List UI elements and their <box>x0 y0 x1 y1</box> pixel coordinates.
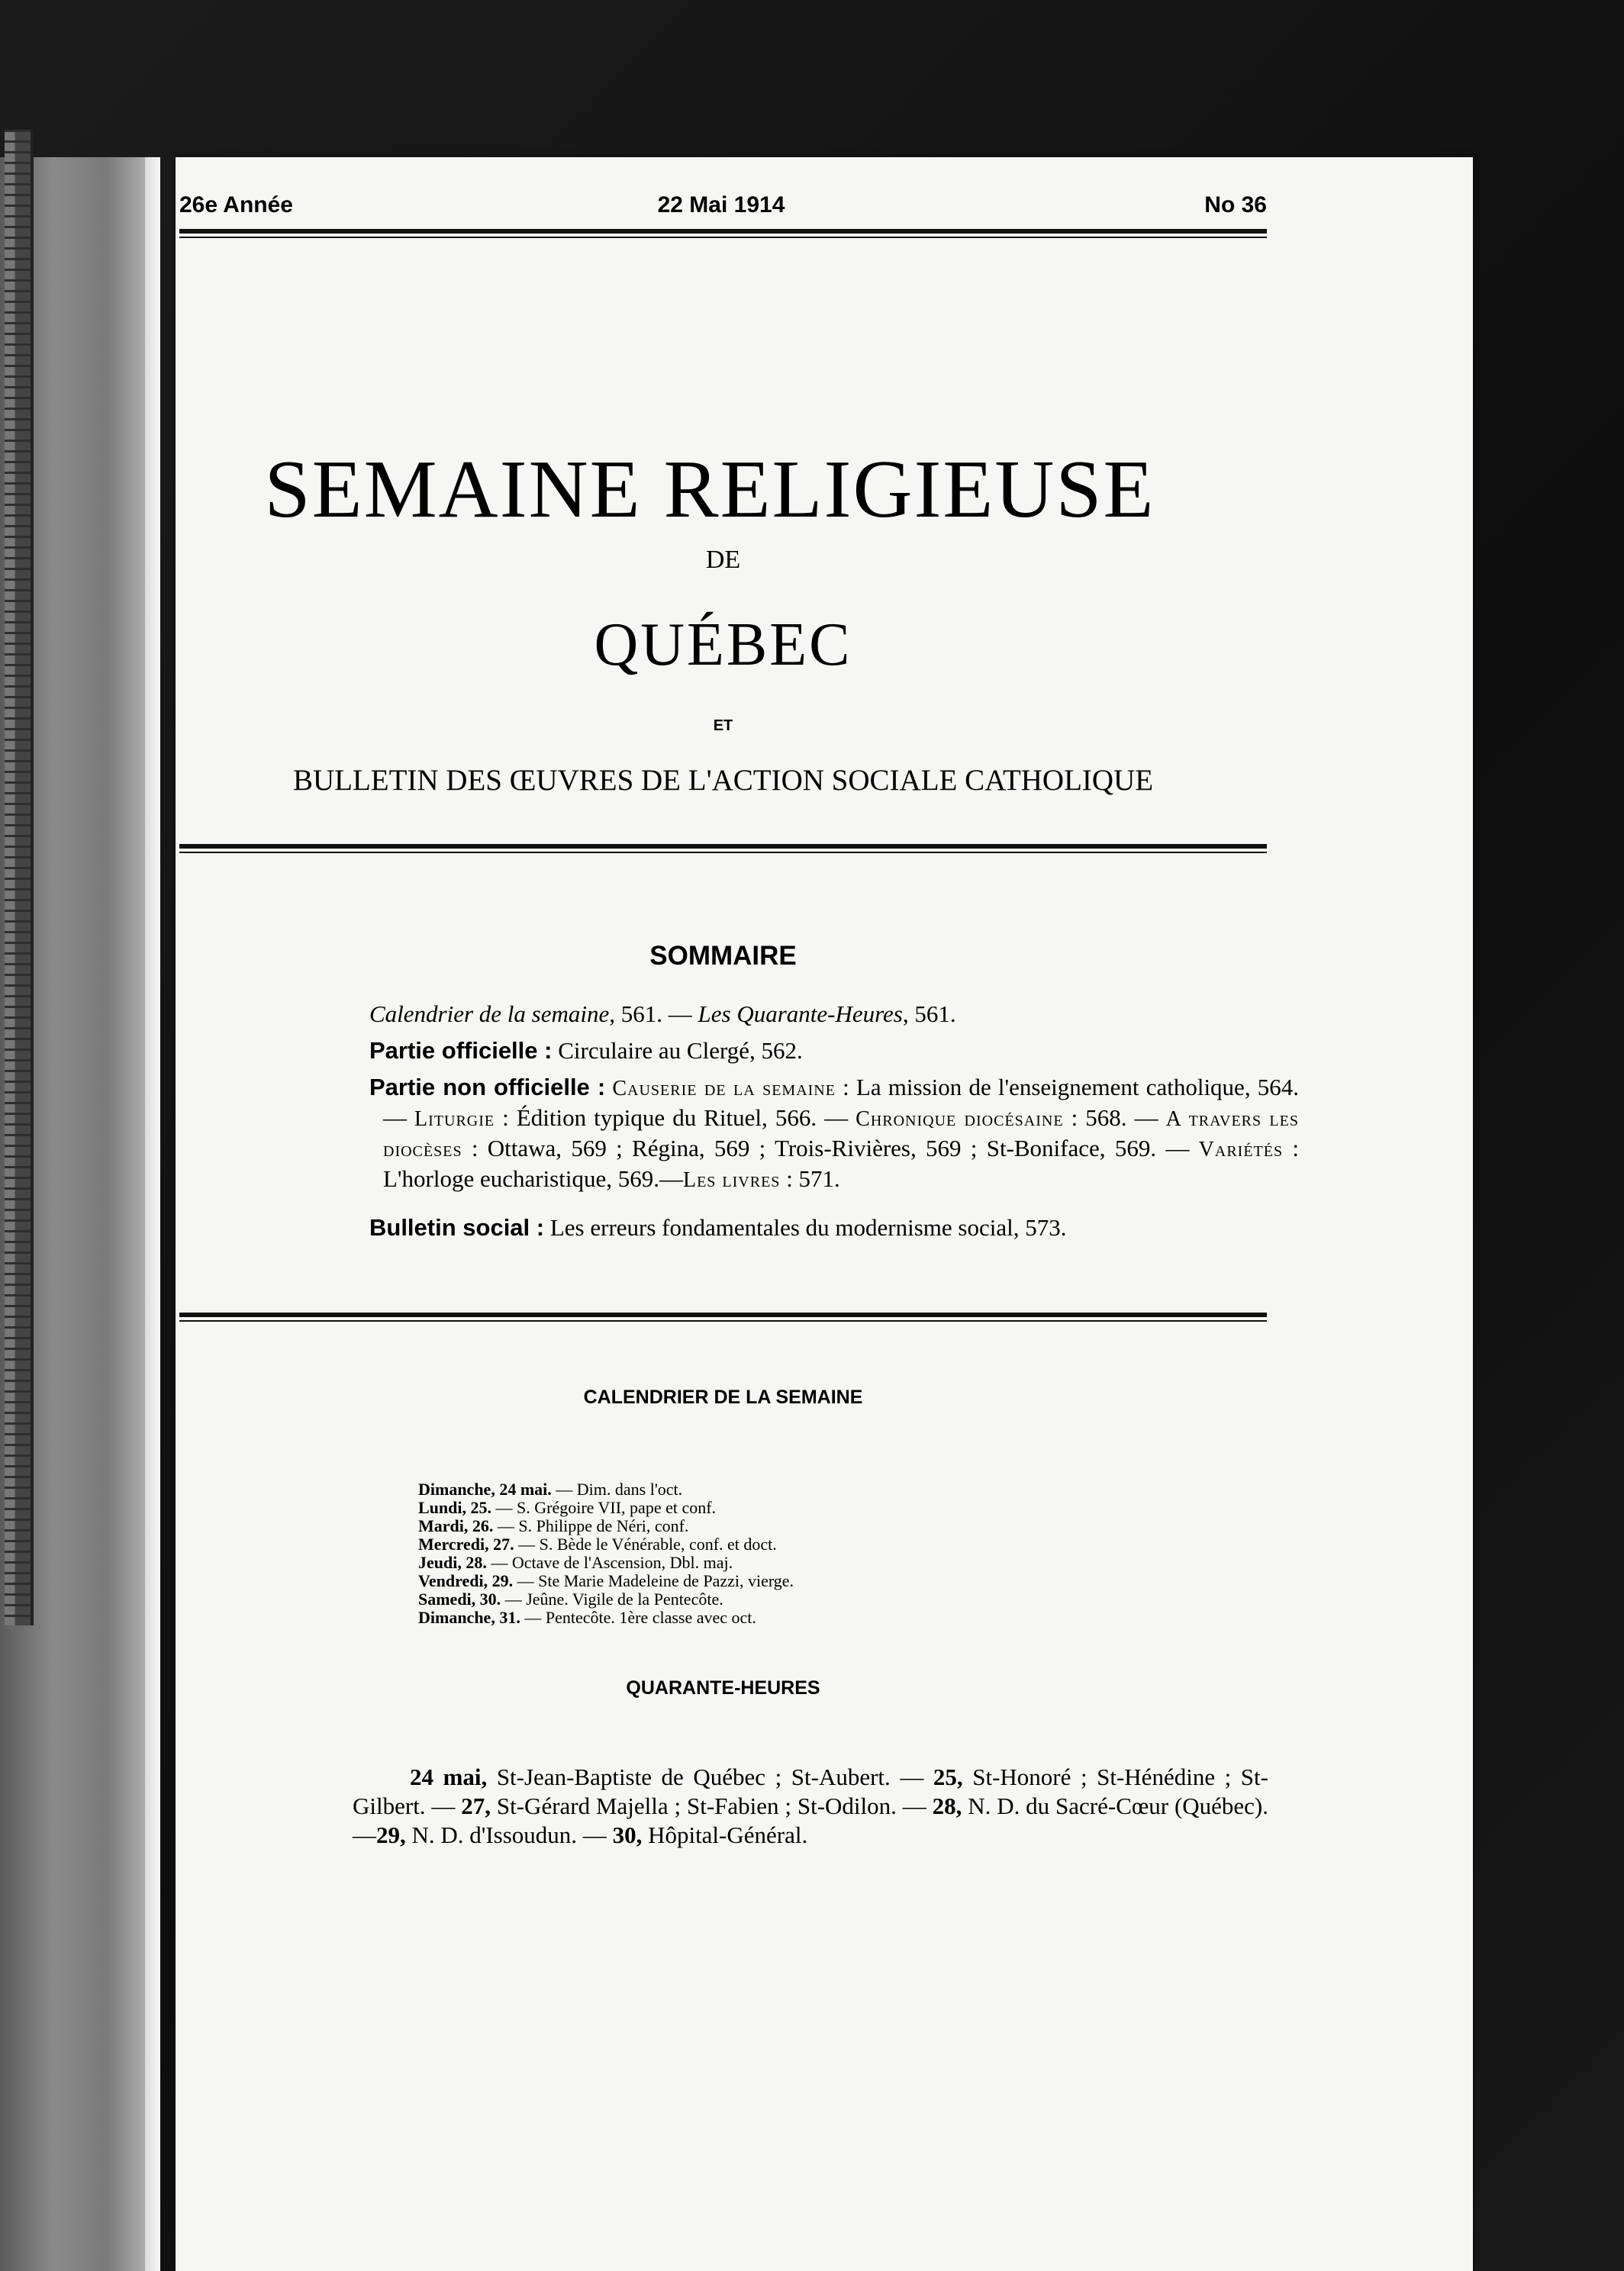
calendrier-day-label: Mardi, 26. <box>418 1516 494 1535</box>
calendrier-day <box>418 1535 1105 1554</box>
sommaire-heading: SOMMAIRE <box>649 941 797 971</box>
qh-places: St-Gérard Majella ; St-Fabien ; St-Odilon. — <box>491 1793 933 1819</box>
causerie-text: : La mission de l'enseignement catholique, 564. — <box>383 1074 1299 1131</box>
qh-date: 24 mai, <box>410 1764 488 1790</box>
calendrier-day-text: — Pentecôte. 1ère classe avec oct. <box>520 1608 756 1627</box>
chronique-label: Chronique diocésaine <box>856 1107 1064 1131</box>
issue-year: 26e Année <box>179 192 293 217</box>
masthead-subtitle: BULLETIN DES ŒUVRES DE L'ACTION SOCIALE CATHOLIQUE <box>292 764 1154 797</box>
masthead-city: QUÉBEC <box>594 611 852 678</box>
calendrier-day <box>418 1572 1105 1590</box>
cover-pattern <box>5 130 34 1625</box>
diocese-text: : Ottawa, 569 ; Régina, 569 ; Trois-Rivières, 569 ; St-Boniface, 569. — <box>462 1135 1199 1161</box>
varietes-label: Variétés <box>1198 1138 1284 1161</box>
calendrier-heading: CALENDRIER DE LA SEMAINE <box>583 1387 863 1408</box>
header-rule-thick <box>179 229 1267 234</box>
calendrier-day-text: — Octave de l'Ascension, Dbl. maj. <box>486 1553 733 1572</box>
sommaire-rule-thick <box>179 1313 1267 1317</box>
qh-places: St-Honoré ; St-Hénédine ; St-Gilbert. — <box>353 1764 1268 1819</box>
partie-non-officielle-label: Partie non officielle : <box>369 1074 606 1100</box>
bulletin-social-text: Les erreurs fondamentales du modernisme social, 573. <box>544 1214 1067 1241</box>
calendrier-day <box>418 1590 1105 1609</box>
calendrier-day-label: Samedi, 30. <box>418 1590 501 1609</box>
calendrier-day-label: Lundi, 25. <box>418 1498 491 1517</box>
causerie-label: Causerie de la semaine <box>612 1077 836 1100</box>
calendrier-day <box>418 1480 1105 1499</box>
calendrier-day-text: — S. Grégoire VII, pape et conf. <box>491 1498 717 1517</box>
calendrier-day-label: Mercredi, 27. <box>418 1535 514 1554</box>
calendrier-day-text: — Dim. dans l'oct. <box>551 1480 683 1499</box>
sommaire-calendrier-page: 561. — <box>615 1000 698 1027</box>
liturgie-text: : Édition typique du Rituel, 566. — <box>495 1104 856 1131</box>
calendrier-day-label: Vendredi, 29. <box>418 1571 514 1590</box>
varietes-text: : L'horloge eucharistique, 569.— <box>383 1135 1299 1192</box>
qh-date: 30, <box>612 1822 643 1848</box>
calendrier-day-text: — S. Bède le Vénérable, conf. et doct. <box>514 1535 777 1554</box>
qh-places: N. D. du Sacré-Cœur (Québec).— <box>353 1793 1269 1848</box>
sommaire-qh-page: , 561. <box>902 1000 956 1027</box>
masthead-rule-thick <box>179 844 1267 849</box>
calendrier-day-label: Dimanche, 31. <box>418 1608 520 1627</box>
masthead-rule-thin <box>179 852 1267 853</box>
qh-date: 27, <box>461 1793 491 1819</box>
qh-date: 28, <box>932 1793 962 1819</box>
sommaire-line-social <box>353 1213 1299 1242</box>
bulletin-social-label: Bulletin social : <box>369 1214 545 1241</box>
qh-places: Hôpital-Général. <box>642 1822 808 1848</box>
sommaire-calendrier-label: Calendrier de la semaine, <box>369 1000 616 1027</box>
issue-date: 22 Mai 1914 <box>657 192 785 217</box>
qh-places: St-Jean-Baptiste de Québec ; St-Aubert. — <box>487 1764 933 1790</box>
livres-label: Les livres <box>682 1168 781 1192</box>
calendrier-day <box>418 1609 1105 1627</box>
issue-number: No 36 <box>1204 192 1267 217</box>
calendrier-day-text: — Ste Marie Madeleine de Pazzi, vierge. <box>513 1571 794 1590</box>
qh-places: N. D. d'Issoudun. — <box>405 1822 613 1848</box>
quarante-heures-text <box>353 1763 1268 1850</box>
qh-date: 29, <box>376 1822 406 1848</box>
sommaire-qh-label: Les Quarante-Heures <box>698 1000 903 1027</box>
calendrier-day <box>418 1517 1105 1535</box>
sommaire-line-non-officielle <box>353 1073 1299 1195</box>
header-rule-thin <box>179 237 1267 238</box>
calendrier-day-text: — S. Philippe de Néri, conf. <box>493 1516 689 1535</box>
diocese-label: A travers les diocèses <box>383 1107 1299 1161</box>
calendrier-list <box>418 1480 1105 1627</box>
sommaire-rule-thin <box>179 1320 1267 1322</box>
calendrier-day <box>418 1499 1105 1517</box>
issue-header <box>179 192 1267 223</box>
sommaire-line-officielle <box>353 1036 1299 1065</box>
calendrier-day-label: Dimanche, 24 mai. <box>418 1480 552 1499</box>
masthead-et: ET <box>713 717 733 734</box>
quarante-heures-heading: QUARANTE-HEURES <box>626 1677 820 1699</box>
masthead-title: SEMAINE RELIGIEUSE <box>264 444 1155 535</box>
livres-text: : 571. <box>780 1165 840 1192</box>
calendrier-day <box>418 1554 1105 1572</box>
sommaire-line-calendrier <box>353 1000 1299 1029</box>
partie-officielle-label: Partie officielle : <box>369 1037 553 1064</box>
liturgie-label: Liturgie <box>414 1107 495 1131</box>
chronique-text: : 568. — <box>1063 1104 1166 1131</box>
qh-date: 25, <box>933 1764 963 1790</box>
calendrier-day-text: — Jeûne. Vigile de la Pentecôte. <box>501 1590 723 1609</box>
partie-officielle-text: Circulaire au Clergé, 562. <box>552 1037 803 1064</box>
calendrier-day-label: Jeudi, 28. <box>418 1553 487 1572</box>
masthead-de: DE <box>705 546 741 574</box>
